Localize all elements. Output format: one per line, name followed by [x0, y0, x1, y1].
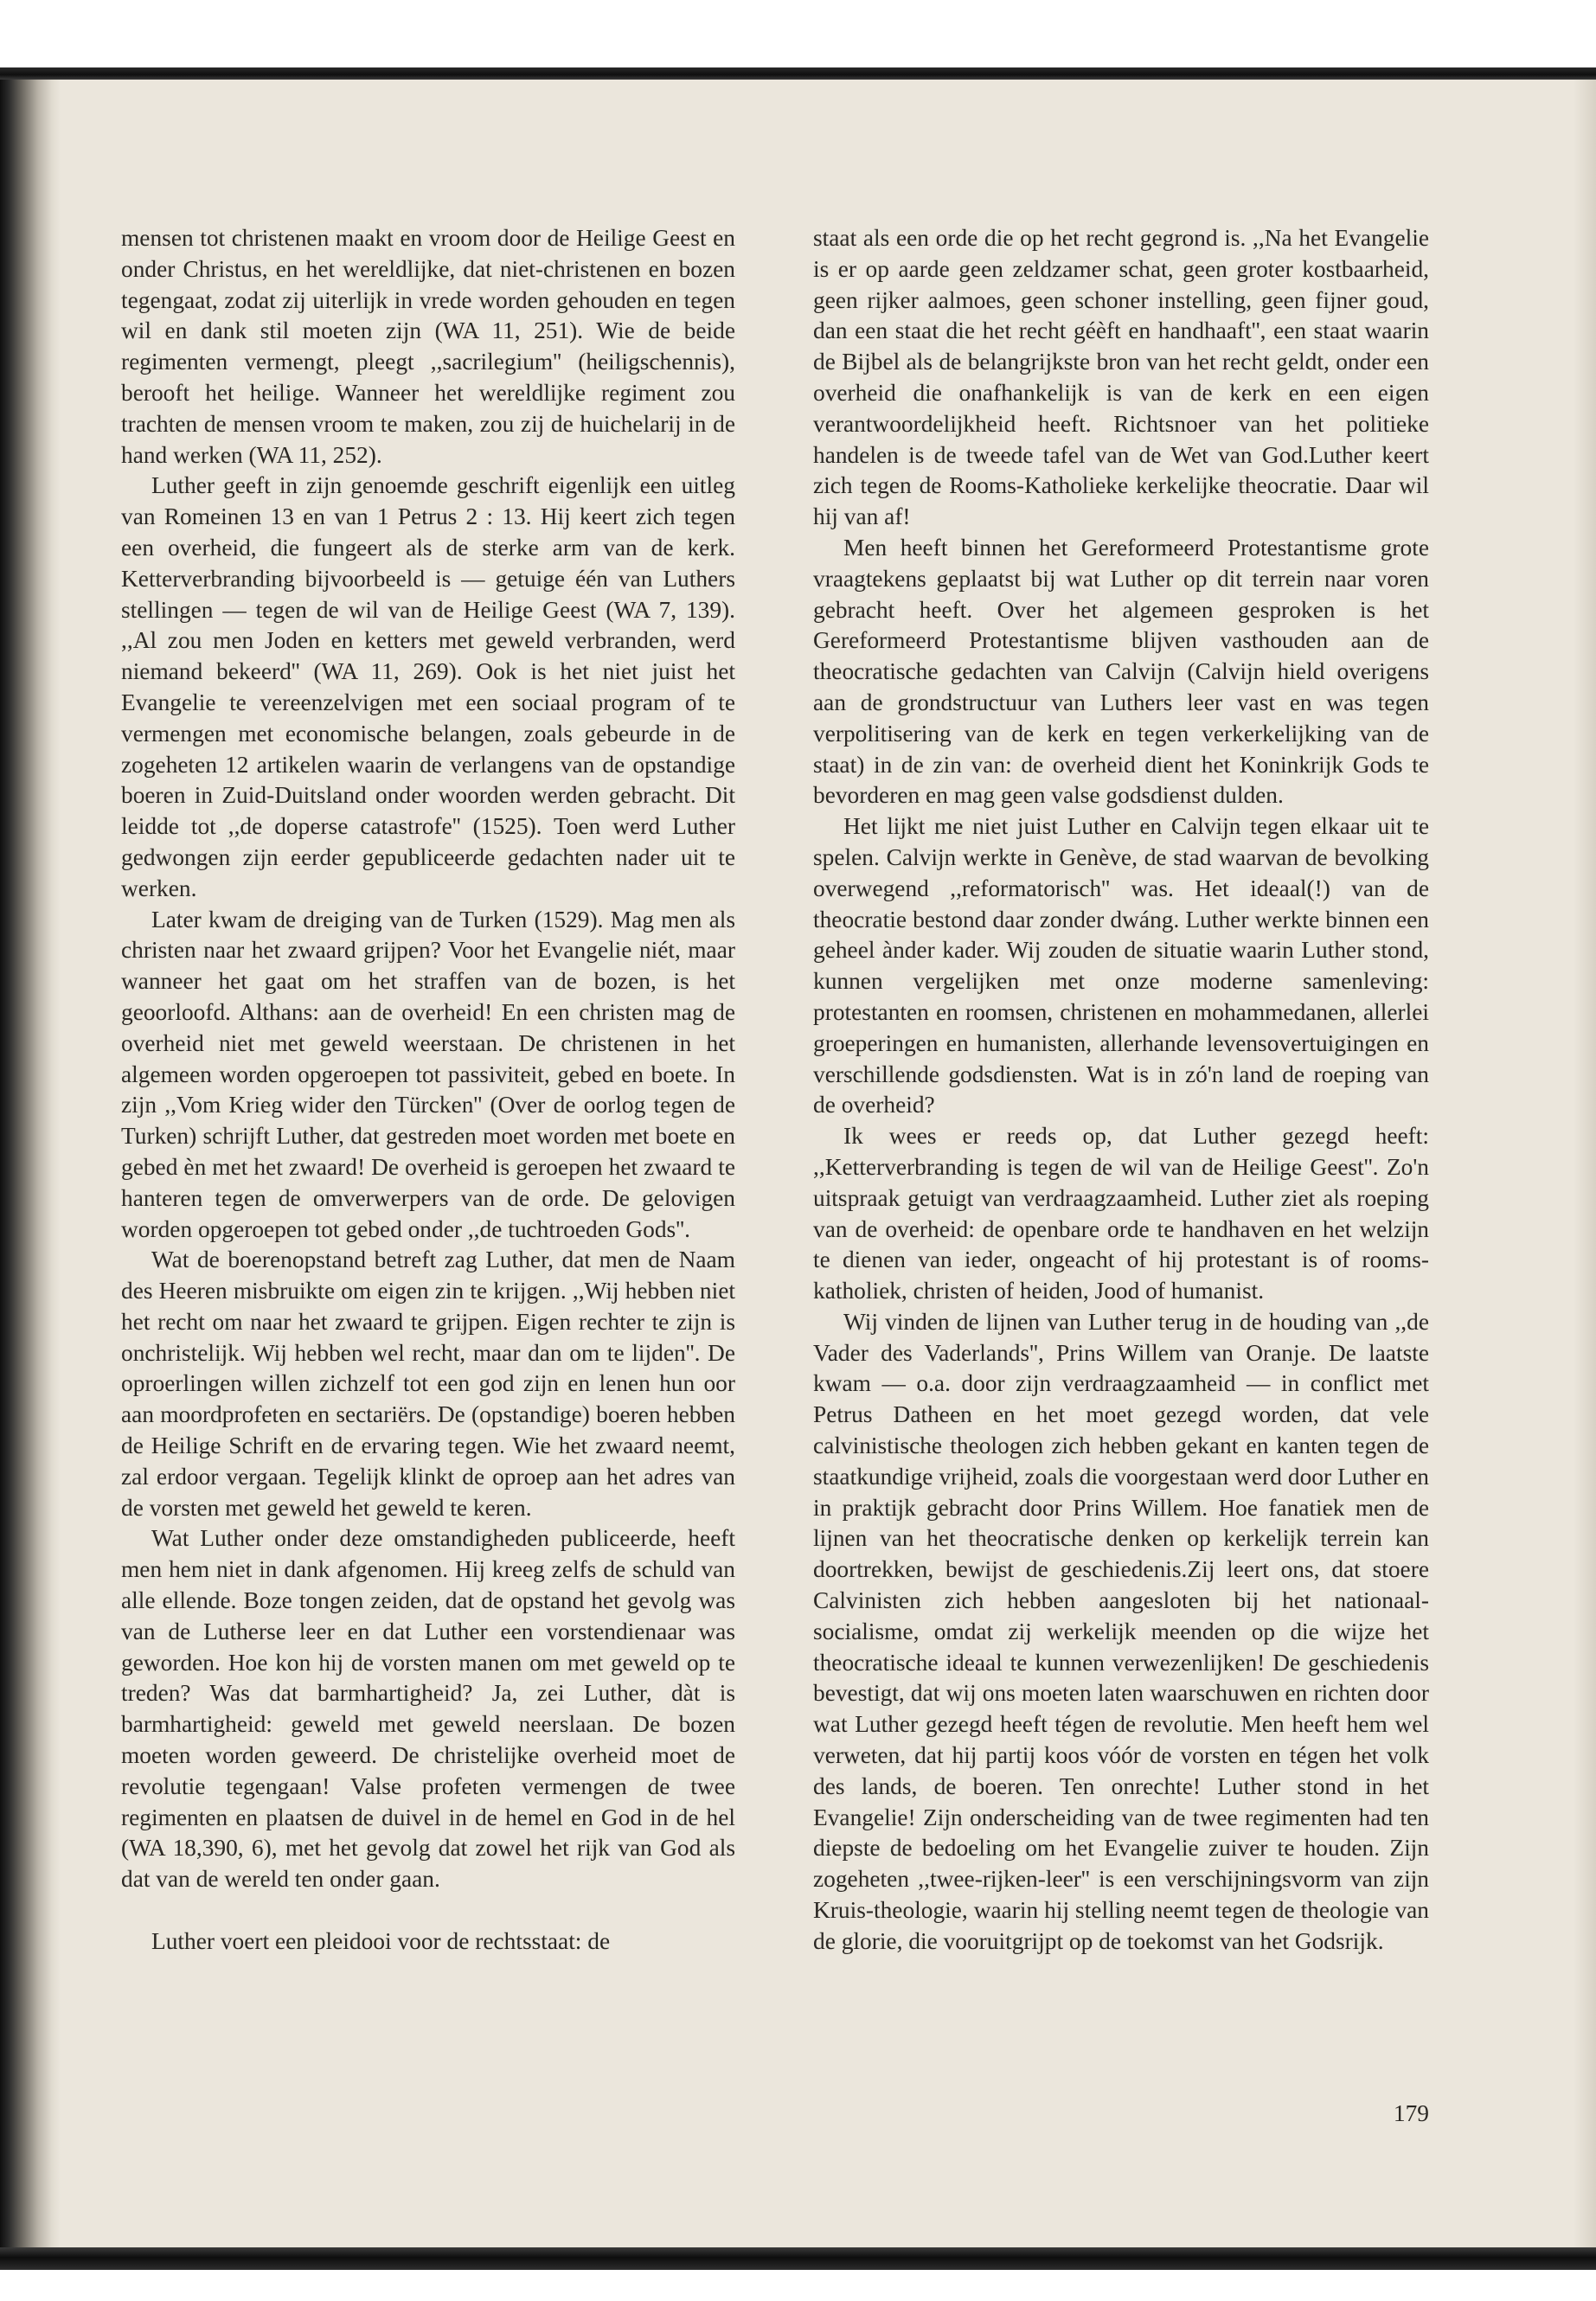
scan-edge-bottom	[0, 2247, 1596, 2270]
paragraph: Wat de boerenopstand betreft zag Luther, dat men de Naam des Heeren misbruikte om eigen zin te krijgen. ,,Wij hebben niet het recht om naar het zwaard te grijpen. Eigen rechter te zijn is onchristelijk. Wij hebben wel recht, maar dan om te lijden''. De oproerlingen willen zichzelf tot een god zijn en lenen hun oor aan moordprofeten en sectariërs. De (opstandige) boeren hebben de Heilige Schrift en de ervaring tegen. Wie het zwaard neemt, zal erdoor vergaan. Tegelijk klinkt de oproep aan het adres van de vorsten met geweld het geweld te keren.	[121, 1247, 735, 1521]
paragraph: Luther voert een pleidooi voor de rechtsstaat: de	[151, 1928, 611, 1955]
left-column	[121, 223, 735, 1958]
page-number: 179	[1393, 2100, 1429, 2126]
paragraph: Het lijkt me niet juist Luther en Calvijn tegen elkaar uit te spelen. Calvijn werkte in Genève, de stad waarvan de bevolking overwegend ,,reformatorisch'' was. Het ideaal(!) van de theocratie bestond daar zonder dwáng. Luther werkte binnen een geheel ànder kader. Wij zouden de situatie waarin Luther stond, kunnen vergelijken met onze moderne samenleving: protestanten en roomsen, christenen en mohammedanen, allerlei groeperingen en humanisten, allerhande levensovertuigingen en verschillende godsdiensten. Wat is in zó'n land de roeping van de overheid?	[813, 813, 1429, 1118]
paragraph: Wat Luther onder deze omstandigheden publiceerde, heeft men hem niet in dank afgenomen. Hij kreeg zelfs de schuld van alle ellende. Boze tongen zeiden, dat de opstand het gevolg was van de Lutherse leer en dat Luther een vorstendienaar was geworden. Hoe kon hij de vorsten manen om met geweld op te treden? Was dat barmhartigheid? Ja, zei Luther, dàt is barmhartigheid: geweld met geweld neerslaan. De bozen moeten worden geweerd. De christelijke overheid moet de revolutie tegengaan! Valse profeten vermengen de twee regimenten en plaatsen de duivel in de hemel en God in de hel (WA 18,390, 6), met het gevolg dat zowel het rijk van God als dat van de wereld ten onder gaan.	[121, 1525, 735, 1893]
scan-margin-bottom	[0, 2270, 1596, 2301]
paragraph: Later kwam de dreiging van de Turken (1529). Mag men als christen naar het zwaard grijpen? Voor het Evangelie niét, maar wanneer het gaat om het straffen van de bozen, is het geoorloofd. Althans: aan de overheid! En een christen mag de overheid niet met geweld weerstaan. De christenen in het algemeen worden opgeroepen tot passiviteit, gebed en boete. In zijn ,,Vom Krieg wider den Türcken'' (Over de oorlog tegen de Turken) schrijft Luther, dat gestreden moet worden met boete en gebed èn met het zwaard! De overheid is geroepen het zwaard te hanteren tegen de omverwerpers van de orde. De gelovigen worden opgeroepen tot gebed onder ,,de tuchtroeden Gods''.	[121, 906, 735, 1242]
scan-margin-top	[0, 0, 1596, 78]
paragraph: Ik wees er reeds op, dat Luther gezegd heeft: ,,Ketterverbranding is tegen de wil van de Heilige Geest''. Zo'n uitspraak getuigt van verdraagzaamheid. Luther ziet als roeping van de overheid: de openbare orde te handhaven en het welzijn te dienen van ieder, ongeacht of hij protestant is of rooms-katholiek, christen of heiden, Jood of humanist.	[813, 1123, 1429, 1304]
paragraph: Luther geeft in zijn genoemde geschrift eigenlijk een uitleg van Romeinen 13 en van 1 Petrus 2 : 13. Hij keert zich tegen een overheid, die fungeert als de sterke arm van de kerk. Ketterverbranding bijvoorbeeld is — getuige één van Luthers stellingen — tegen de wil van de Heilige Geest (WA 7, 139). ,,Al zou men Joden en ketters met geweld verbranden, werd niemand bekeerd'' (WA 11, 269). Ook is het niet juist het Evangelie te vereenzelvigen met een sociaal program of te vermengen met economische belangen, zoals gebeurde in de zogeheten 12 artikelen waarin de verlangens van de opstandige boeren in Zuid-Duitsland onder woorden werden gebracht. Dit leidde tot ,,de doperse catastrofe'' (1525). Toen werd Luther gedwongen zijn eerder gepubliceerde gedachten nader uit te werken.	[121, 472, 735, 901]
paragraph: mensen tot christenen maakt en vroom door de Heilige Geest en onder Christus, en het wereldlijke, dat niet-christenen en bozen tegengaat, zodat zij uiterlijk in vrede worden gehouden en tegen wil en dank stil moeten zijn (WA 11, 251). Wie de beide regimenten vermengt, pleegt ,,sacrilegium'' (heiligschennis), berooft het heilige. Wanneer het wereldlijke regiment zou trachten de mensen vroom te maken, zou zij de huichelarij in de hand werken (WA 11, 252).	[121, 225, 735, 468]
scan-edge-top	[0, 67, 1596, 80]
paragraph: Wij vinden de lijnen van Luther terug in de houding van ,,de Vader des Vaderlands'', Prins Willem van Oranje. De laatste kwam — o.a. door zijn verdraagzaamheid — in conflict met Petrus Datheen en het moet gezegd worden, dat vele calvinistische theologen zich hebben gekant en kanten tegen de staatkundige vrijheid, zoals die voorgestaan werd door Luther en in praktijk gebracht door Prins Willem. Hoe fanatiek men de lijnen van het theocratische denken op kerkelijk terrein kan doortrekken, bewijst de geschiedenis.Zij leert ons, dat stoere Calvinisten zich hebben aangesloten bij het nationaal-socialisme, omdat zij werkelijk meenden op die wijze het theocratische ideaal te kunnen verwezenlijken! De geschiedenis bevestigt, dat wij ons moeten laten waarschuwen en richten door wat Luther gezegd heeft tégen de revolutie. Men heeft hem wel verweten, dat hij partij koos vóór de vorsten en tégen het volk des lands, de boeren. Ten onrechte! Luther stond in het Evangelie! Zijn onderscheiding van de twee regimenten had ten diepste de bedoeling om het Evangelie zuiver te houden. Zijn zogeheten ,,twee-rijken-leer'' is een verschijningsvorm van zijn Kruis-theologie, waarin hij stelling neemt tegen de theologie van de glorie, die vooruitgrijpt op de toekomst van het Godsrijk.	[813, 1308, 1429, 1954]
right-column	[813, 223, 1429, 1958]
page-edge-right	[1574, 80, 1596, 2247]
book-binding-shadow	[0, 80, 61, 2247]
paragraph-gap	[121, 1895, 735, 1926]
paragraph: Men heeft binnen het Gereformeerd Protestantisme grote vraagtekens geplaatst bij wat Luther op dit terrein naar voren gebracht heeft. Over het algemeen gesproken is het Gereformeerd Protestantisme blijven vasthouden aan de theocratische gedachten van Calvijn (Calvijn hield overigens aan de grondstructuur van Luthers leer vast en was tegen verpolitisering van de kerk en tegen verkerkelijking van de staat) in de zin van: de overheid dient het Koninkrijk Gods te bevorderen en mag geen valse godsdienst dulden.	[813, 534, 1429, 809]
paragraph: staat als een orde die op het recht gegrond is. ,,Na het Evangelie is er op aarde geen zeldzamer schat, geen groter kostbaarheid, geen rijker aalmoes, geen schoner instelling, geen fijner goud, dan een staat die het recht géèft en handhaaft'', een staat waarin de Bijbel als de belangrijkste bron van het recht geldt, onder een overheid die onafhankelijk is van de kerk en een eigen verantwoordelijkheid heeft. Richtsnoer van het politieke handelen is de tweede tafel van de Wet van God.Luther keert zich tegen de Rooms-Katholieke kerkelijke theocratie. Daar wil hij van af!	[813, 225, 1429, 530]
